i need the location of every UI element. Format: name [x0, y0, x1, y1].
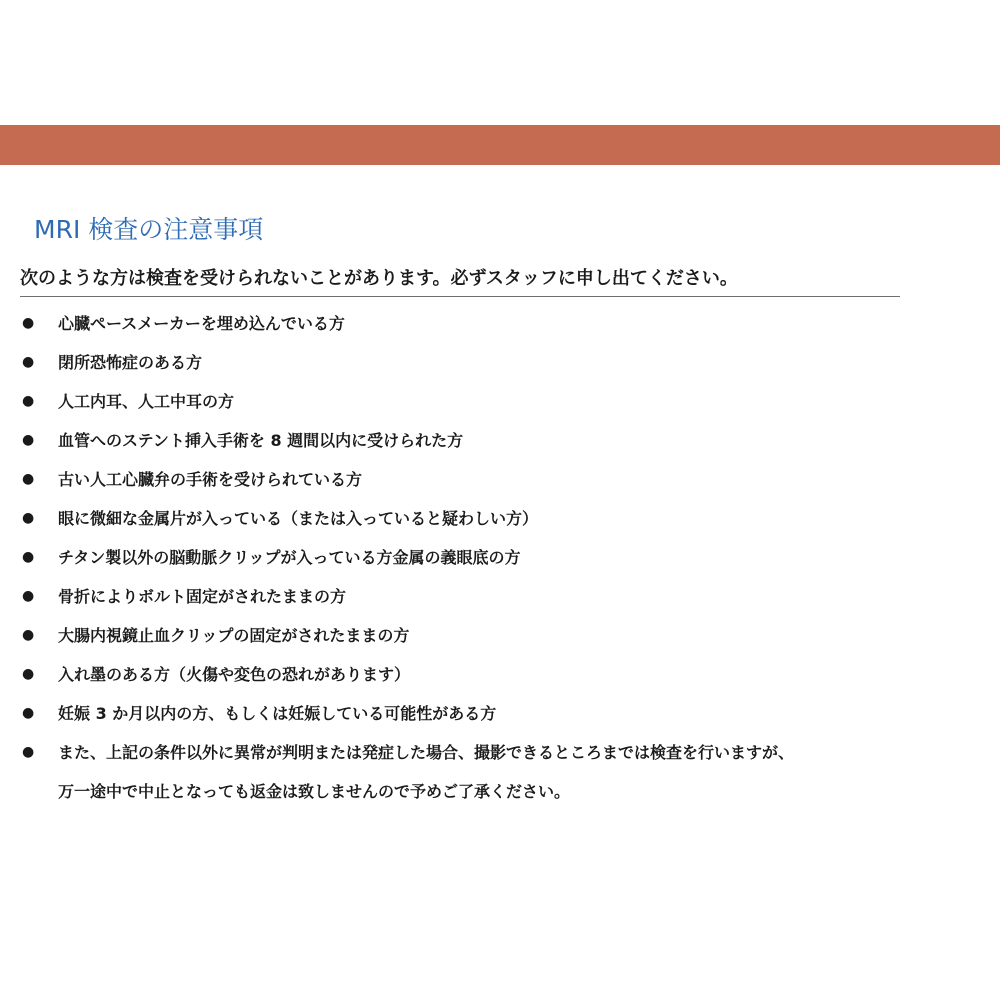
list-item	[0, 616, 1000, 655]
list-item-text: 妊娠 3 か月以内の方、もしくは妊娠している可能性がある方	[58, 704, 497, 723]
bullet-icon: ●	[22, 510, 35, 526]
precaution-list	[0, 304, 1000, 811]
list-item-text: 閉所恐怖症のある方	[58, 353, 203, 372]
bullet-icon: ●	[22, 432, 35, 448]
list-item-text: 血管へのステント挿入手術を 8 週間以内に受けられた方	[58, 431, 464, 450]
list-item-text: 万一途中で中止となっても返金は致しませんので予めご了承ください。	[58, 782, 571, 801]
bullet-icon: ●	[22, 471, 35, 487]
list-item-text: 心臓ペースメーカーを埋め込んでいる方	[58, 314, 345, 333]
list-item	[0, 421, 1000, 460]
list-item-text: また、上記の条件以外に異常が判明または発症した場合、撮影できるところまでは検査を行いますが、	[58, 743, 795, 762]
list-item	[0, 694, 1000, 733]
list-item	[0, 538, 1000, 577]
list-item-text: 骨折によりボルト固定がされたままの方	[58, 587, 347, 606]
list-item	[0, 655, 1000, 694]
page-title: MRI 検査の注意事項	[34, 215, 264, 244]
list-item	[0, 577, 1000, 616]
header-band	[0, 125, 1000, 165]
list-item-text: 古い人工心臓弁の手術を受けられている方	[58, 470, 363, 489]
list-item	[0, 460, 1000, 499]
list-item-text: 大腸内視鏡止血クリップの固定がされたままの方	[58, 626, 410, 645]
bullet-icon: ●	[22, 588, 35, 604]
bullet-icon: ●	[22, 354, 35, 370]
bullet-icon: ●	[22, 705, 35, 721]
list-item-text: 入れ墨のある方（火傷や変色の恐れがあります）	[58, 665, 411, 684]
list-item-text: 人工内耳、人工中耳の方	[58, 392, 235, 411]
list-item	[0, 382, 1000, 421]
list-item	[0, 733, 1000, 811]
bullet-icon: ●	[22, 666, 35, 682]
list-item-text: 眼に微細な金属片が入っている（または入っていると疑わしい方）	[58, 509, 539, 528]
bullet-icon: ●	[22, 744, 35, 760]
list-item-text: チタン製以外の脳動脈クリップが入っている方金属の義眼底の方	[58, 548, 521, 567]
list-item	[0, 304, 1000, 343]
bullet-icon: ●	[22, 315, 35, 331]
lead-notice: 次のような方は検査を受けられないことがあります。必ずスタッフに申し出てください。	[20, 262, 900, 297]
bullet-icon: ●	[22, 393, 35, 409]
bullet-icon: ●	[22, 627, 35, 643]
list-item	[0, 343, 1000, 382]
list-item	[0, 499, 1000, 538]
bullet-icon: ●	[22, 549, 35, 565]
